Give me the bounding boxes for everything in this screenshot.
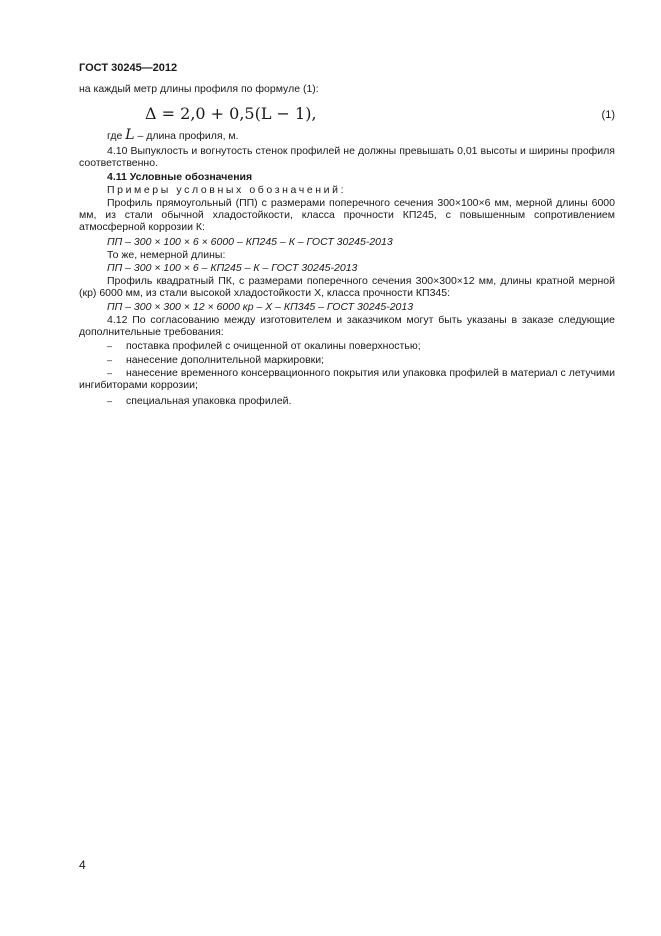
clause-4-11-heading: 4.11 Условные обозначения: [107, 171, 253, 183]
formula-delta: Δ = 2,0 + 0,5(L − 1),: [145, 104, 317, 123]
clause-4-10: 4.10 Выпуклость и вогнутость стенок профилей не должны превышать 0,01 высоты и ширины профиля соответственно.: [79, 145, 615, 169]
examples-heading: Примеры условных обозначений:: [107, 184, 347, 196]
example-2-code: ПП – 300 × 100 × 6 – КП245 – К – ГОСТ 30245-2013: [107, 262, 358, 274]
formula-explanation: [107, 129, 643, 142]
length-symbol: L: [125, 127, 135, 143]
bullet-dash: –: [107, 368, 113, 378]
bullet-item: специальная упаковка профилей.: [126, 395, 292, 407]
bullet-dash: –: [107, 355, 113, 365]
bullet-dash: –: [107, 341, 113, 351]
example-1-text: Профиль прямоугольный (ПП) с размерами поперечного сечения 300×100×6 мм, мерной длины 6000 мм, из стали обычной хладостойкости, класса прочности КП245, с повышенным сопротивлением атмосферной коррозии К:: [79, 197, 615, 233]
where-text: – длина профиля, м.: [137, 130, 239, 142]
formula-number: (1): [601, 109, 615, 121]
document-header: ГОСТ 30245—2012: [79, 62, 178, 74]
example-1-code: ПП – 300 × 100 × 6 × 6000 – КП245 – К – ГОСТ 30245-2013: [107, 236, 393, 248]
intro-text: на каждый метр длины профиля по формуле (1):: [79, 83, 319, 95]
bullet-item: нанесение дополнительной маркировки;: [126, 354, 325, 366]
page-number: 4: [79, 858, 86, 872]
bullet-item: нанесение временного консервационного покрытия или упаковка профилей в материал с летучими ингибиторами коррозии;: [79, 367, 615, 391]
bullet-dash: –: [107, 396, 113, 406]
example-3-text: Профиль квадратный ПК, с размерами поперечного сечения 300×300×12 мм, длины кратной мерной (кр) 6000 мм, из стали высокой хладостойкости Х, класса прочности КП345:: [79, 275, 615, 299]
example-3-code: ПП – 300 × 300 × 12 × 6000 кр – Х – КП345 – ГОСТ 30245-2013: [107, 301, 414, 313]
clause-4-12: 4.12 По согласованию между изготовителем и заказчиком могут быть указаны в заказе следующие дополнительные требования:: [79, 314, 615, 338]
bullet-item: поставка профилей с очищенной от окалины поверхностью;: [126, 340, 421, 352]
example-2-text: То же, немерной длины:: [107, 249, 226, 261]
where-prefix: где: [107, 130, 123, 142]
